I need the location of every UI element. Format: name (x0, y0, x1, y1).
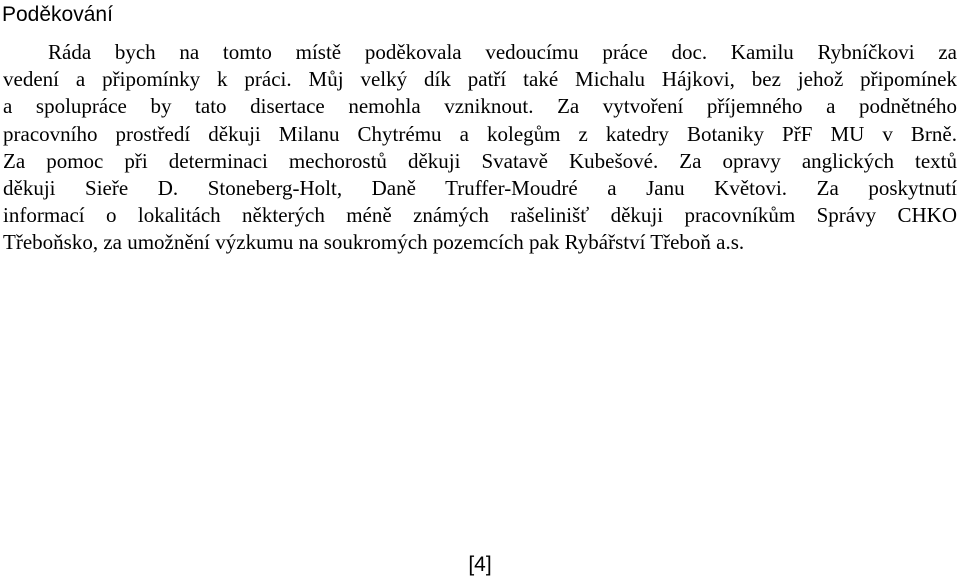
paragraph-line: pracovního prostředí děkuji Milanu Chytrému a kolegům z katedry Botaniky PřF MU v Brně. (3, 121, 957, 146)
paragraph-line: a spolupráce by tato disertace nemohla vzniknout. Za vytvoření příjemného a podnětného (3, 94, 957, 119)
paragraph-line: Ráda bych na tomto místě poděkovala vedoucímu práce doc. Kamilu Rybníčkovi za (48, 40, 957, 64)
paragraph-line: vedení a připomínky k práci. Můj velký dík patří také Michalu Hájkovi, bez jehož připomínek (3, 67, 957, 92)
section-heading: Poděkování (2, 3, 113, 26)
paragraph-line: děkuji Sieře D. Stoneberg-Holt, Daně Truffer-Moudré a Janu Květovi. Za poskytnutí (3, 176, 957, 201)
paragraph-line: Třeboňsko, za umožnění výzkumu na soukromých pozemcích pak Rybářství Třeboň a.s. (3, 230, 745, 255)
paragraph-line: informací o lokalitách některých méně známých rašelinišť děkuji pracovníkům Správy CHKO (3, 203, 957, 228)
page-number: [4] (468, 553, 492, 576)
paragraph-line: Za pomoc při determinaci mechorostů děkuji Svatavě Kubešové. Za opravy anglických textů (3, 148, 957, 173)
acknowledgement-paragraph (3, 39, 957, 257)
